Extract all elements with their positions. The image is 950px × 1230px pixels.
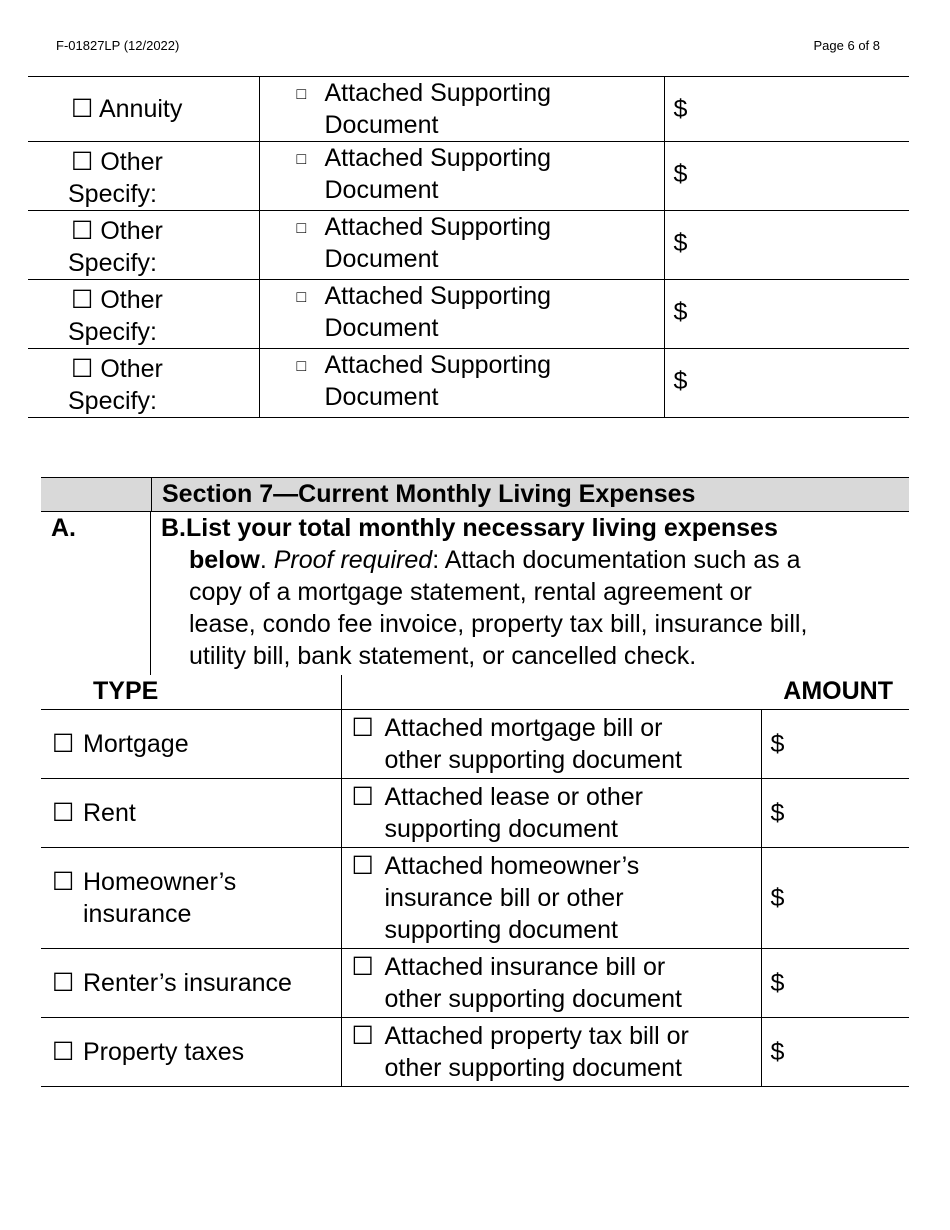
attached-checkbox[interactable]: ☐: [351, 1022, 374, 1050]
property-taxes-checkbox[interactable]: ☐: [52, 1038, 75, 1066]
amount-field[interactable]: $: [664, 349, 909, 418]
other-checkbox-label[interactable]: ☐ Other: [71, 355, 163, 383]
amount-field[interactable]: $: [664, 280, 909, 349]
amount-field[interactable]: $: [761, 779, 909, 848]
attached-checkbox[interactable]: □: [296, 358, 307, 375]
rent-checkbox[interactable]: ☐: [52, 799, 75, 827]
other-checkbox-label[interactable]: ☐ Other: [71, 286, 163, 314]
attached-checkbox[interactable]: ☐: [351, 953, 374, 981]
amount-field[interactable]: $: [664, 142, 909, 211]
specify-label: Specify:: [68, 387, 157, 415]
amount-field[interactable]: $: [664, 211, 909, 280]
table-row: ☐ Other Specify: □ Attached Supporting Document $: [28, 142, 909, 211]
other-checkbox-label[interactable]: ☐ Other: [71, 148, 163, 176]
attached-checkbox[interactable]: □: [296, 220, 307, 237]
item-a-label: A.: [41, 512, 151, 675]
type-header: TYPE: [93, 677, 159, 705]
attached-checkbox[interactable]: □: [296, 151, 307, 168]
table-row: ☐ Other Specify: □ Attached Supporting Document $: [28, 280, 909, 349]
section-7: [41, 477, 909, 1087]
amount-header: AMOUNT: [783, 677, 893, 705]
table-row: ☐ Other Specify: □ Attached Supporting Document $: [28, 211, 909, 280]
table-row: ☐ Homeowner’s insurance ☐ Attached homeowner’s insurance bill or other supporting document $: [41, 848, 909, 949]
amount-field[interactable]: $: [664, 77, 909, 142]
attached-checkbox[interactable]: ☐: [351, 714, 374, 742]
table-row: ☐ Rent ☐ Attached lease or other supporting document $: [41, 779, 909, 848]
specify-label: Specify:: [68, 318, 157, 346]
table-row: ☐ Property taxes ☐ Attached property tax bill or other supporting document $: [41, 1018, 909, 1087]
amount-field[interactable]: $: [761, 949, 909, 1018]
attached-checkbox[interactable]: □: [296, 289, 307, 306]
section-instructions: [41, 512, 909, 675]
form-id: F-01827LP (12/2022): [56, 38, 180, 53]
specify-label: Specify:: [68, 180, 157, 208]
expenses-table: [41, 709, 909, 1087]
table-row: ☐ Renter’s insurance ☐ Attached insurance bill or other supporting document $: [41, 949, 909, 1018]
renters-insurance-checkbox[interactable]: ☐: [52, 969, 75, 997]
section-title: Section 7—Current Monthly Living Expenses: [162, 480, 696, 508]
column-headers: [41, 675, 909, 709]
amount-field[interactable]: $: [761, 1018, 909, 1087]
attached-checkbox[interactable]: ☐: [351, 783, 374, 811]
section-header: [41, 477, 909, 512]
annuity-checkbox-label[interactable]: ☐ Annuity: [71, 95, 183, 123]
table-row: ☐ Mortgage ☐ Attached mortgage bill or other supporting document $: [41, 710, 909, 779]
mortgage-checkbox[interactable]: ☐: [52, 730, 75, 758]
income-table: [28, 76, 909, 418]
amount-field[interactable]: $: [761, 710, 909, 779]
amount-field[interactable]: $: [761, 848, 909, 949]
page-number: Page 6 of 8: [813, 38, 880, 53]
attached-checkbox[interactable]: □: [296, 86, 307, 103]
attached-checkbox[interactable]: ☐: [351, 852, 374, 880]
table-row: ☐ Annuity □ Attached Supporting Document $: [28, 77, 909, 142]
table-row: ☐ Other Specify: □ Attached Supporting Document $: [28, 349, 909, 418]
specify-label: Specify:: [68, 249, 157, 277]
homeowners-insurance-checkbox[interactable]: ☐: [52, 868, 75, 896]
other-checkbox-label[interactable]: ☐ Other: [71, 217, 163, 245]
instructions-text: B.List your total monthly necessary living expenses below. Proof required: Attach documentation such as a copy of a mortgage statement, rental agreement or lease, condo fee invoice, property tax bill, insurance bill, utility bill, bank statement, or cancelled check.: [161, 514, 808, 670]
